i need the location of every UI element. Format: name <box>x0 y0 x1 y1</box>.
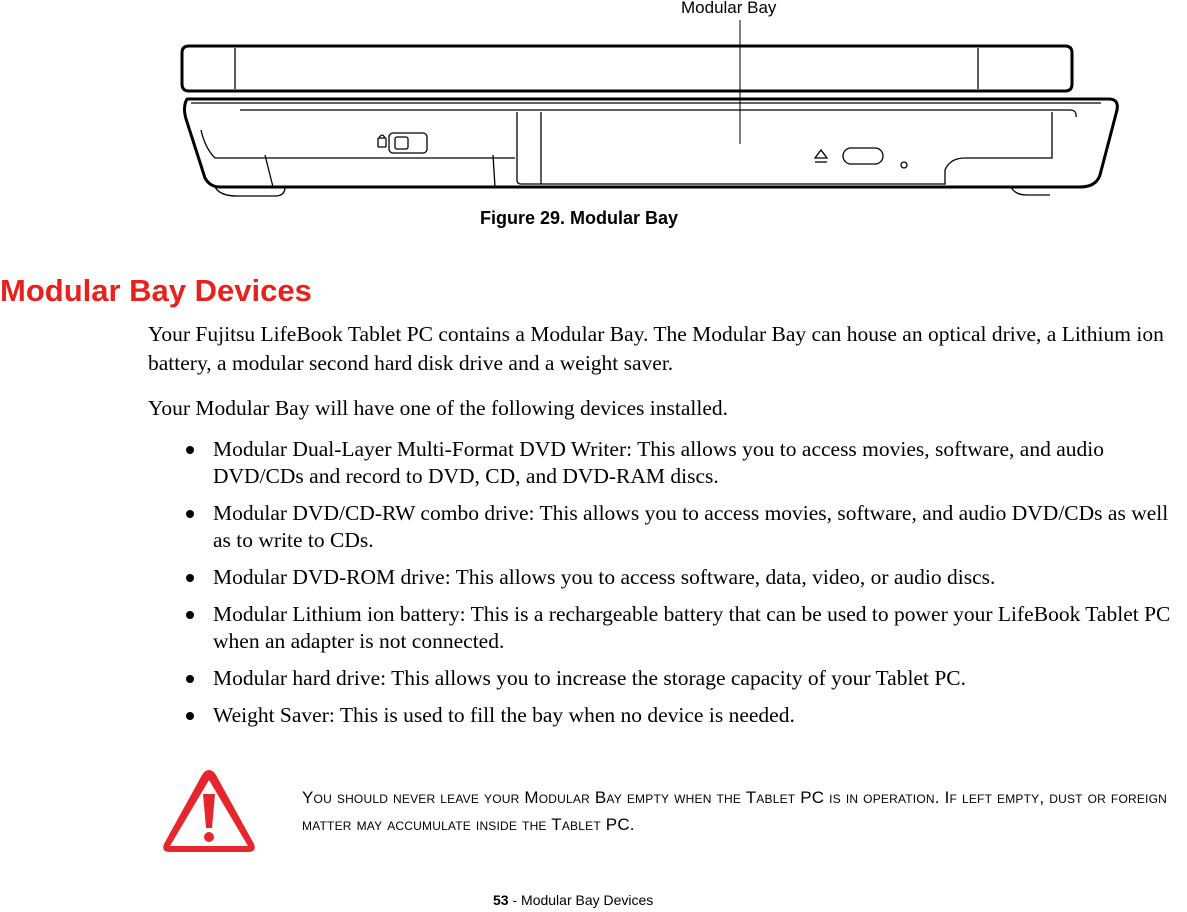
devices-intro-paragraph: Your Modular Bay will have one of the following devices installed. <box>148 396 729 420</box>
section-heading: Modular Bay Devices <box>0 273 312 308</box>
list-item <box>148 601 1187 655</box>
bullet-dot-icon <box>186 675 194 683</box>
bullet-dot-icon <box>186 446 194 454</box>
busy-indicator-led <box>901 162 907 168</box>
callout-label-modular-bay: Modular Bay <box>681 0 777 17</box>
warning-text: You should never leave your Modular Bay empty when the Tablet PC is in operation. If left empty, dust or foreign matter may accumulate inside the Tablet PC. <box>302 788 1167 834</box>
page-number: 53 <box>493 892 509 908</box>
list-item-text: Weight Saver: This is used to fill the bay when no device is needed. <box>213 703 795 727</box>
list-item <box>148 665 1187 692</box>
laptop-base <box>185 99 1118 187</box>
list-item <box>148 500 1187 554</box>
list-item-text: Modular hard drive: This allows you to increase the storage capacity of your Tablet PC. <box>213 666 966 690</box>
list-item <box>148 436 1187 490</box>
warning-exclamation-icon <box>160 766 258 856</box>
list-item-text: Modular DVD/CD-RW combo drive: This allows you to access movies, software, and audio DVD/CDs as well as to write to CDs. <box>213 501 1169 552</box>
device-list <box>148 436 1187 729</box>
laptop-side-view-illustration <box>175 0 1125 200</box>
modular-bay-door <box>517 112 1052 184</box>
intro-paragraph: Your Fujitsu LifeBook Tablet PC contains a Modular Bay. The Modular Bay can house an optical drive, a Lithium ion battery, a modular second hard disk drive and a weight saver. <box>148 322 1164 375</box>
bullet-dot-icon <box>186 611 194 619</box>
figure-caption: Figure 29. Modular Bay <box>480 208 679 228</box>
bay-lock-switch <box>378 133 427 153</box>
page-footer <box>493 892 653 908</box>
eject-icon <box>815 150 827 162</box>
list-item-text: Modular Dual-Layer Multi-Format DVD Writer: This allows you to access movies, software, and audio DVD/CDs and record to DVD, CD, and DVD-RAM discs. <box>213 437 1104 488</box>
list-item-text: Modular Lithium ion battery: This is a rechargeable battery that can be used to power your LifeBook Tablet PC when an adapter is not connected. <box>213 602 1171 653</box>
laptop-lid <box>182 46 1072 91</box>
bullet-dot-icon <box>186 712 194 720</box>
eject-button <box>843 148 883 164</box>
bullet-dot-icon <box>186 510 194 518</box>
footer-separator: - <box>508 892 522 908</box>
list-item <box>148 564 1187 591</box>
list-item-text: Modular DVD-ROM drive: This allows you to access software, data, video, or audio discs. <box>213 565 996 589</box>
list-item <box>148 702 1187 729</box>
footer-section-name: Modular Bay Devices <box>521 892 654 908</box>
bullet-dot-icon <box>186 574 194 582</box>
